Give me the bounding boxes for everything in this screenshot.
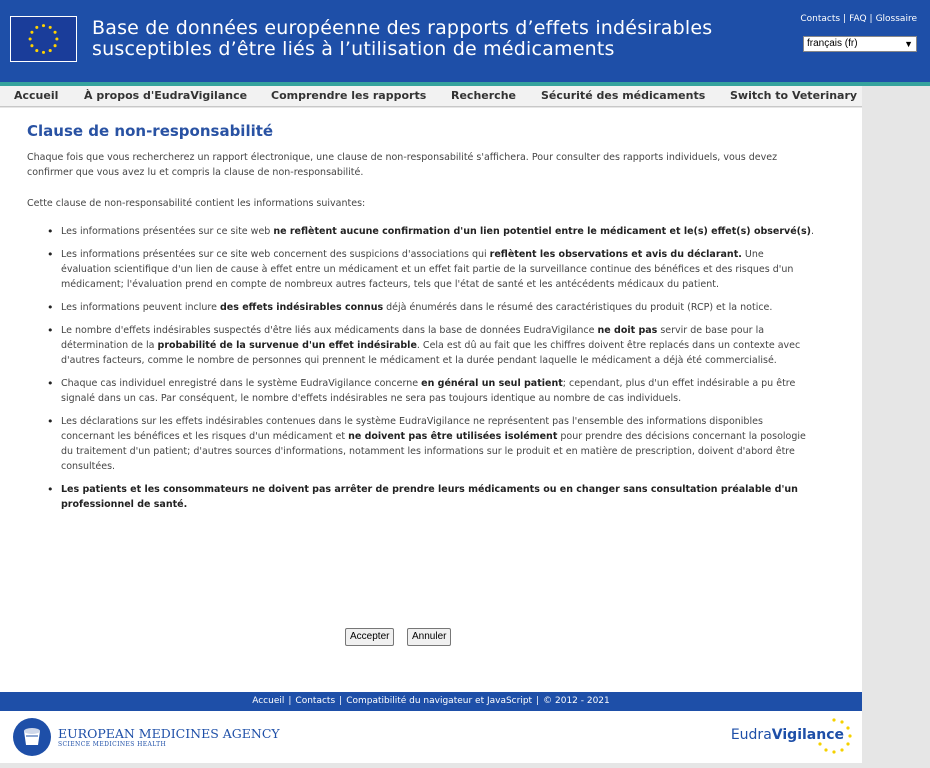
nav-item-about[interactable]: À propos d'EudraVigilance <box>84 89 248 102</box>
copyright-text: © 2012 - 2021 <box>543 696 610 706</box>
list-item: • Les patients et les consommateurs ne doivent pas arrêter de prendre leurs médicaments ou en changer sans consultation préalable d'un professionnel de santé. <box>45 482 815 512</box>
main-nav <box>0 86 862 107</box>
intro-text-2: Cette clause de non-responsabilité contient les informations suivantes: <box>27 198 366 209</box>
agency-tagline: SCIENCE MEDICINES HEALTH <box>58 741 167 748</box>
nav-item-medicine-safety[interactable]: Sécurité des médicaments <box>541 89 706 102</box>
cancel-button[interactable]: Annuler <box>407 628 451 646</box>
chevron-down-icon: ▼ <box>904 39 913 49</box>
nav-item-search[interactable]: Recherche <box>451 89 516 102</box>
list-item: • Les informations présentées sur ce site web ne reflètent aucune confirmation d'un lien potentiel entre le médicament et le(s) effet(s) observé(s). <box>45 224 815 239</box>
eudravigilance-logo: EudraVigilance <box>730 727 844 743</box>
nav-item-understanding-reports[interactable]: Comprendre les rapports <box>271 89 427 102</box>
footer-compatibility-link[interactable]: Compatibilité du navigateur et JavaScript <box>346 696 533 706</box>
page-title: Clause de non-responsabilité <box>27 122 274 140</box>
contacts-link[interactable]: Contacts <box>800 14 841 24</box>
footer-home-link[interactable]: Accueil <box>252 696 285 706</box>
language-select[interactable] <box>803 36 917 52</box>
ema-logo-icon <box>12 717 52 757</box>
main-content <box>0 108 862 692</box>
eu-flag-icon <box>10 16 77 62</box>
faq-link[interactable]: FAQ <box>849 14 867 24</box>
footer-links: Accueil | Contacts | Compatibilité du navigateur et JavaScript | © 2012 - 2021 <box>0 692 862 711</box>
agency-name: EUROPEAN MEDICINES AGENCY <box>58 726 280 741</box>
nav-item-switch-veterinary[interactable]: Switch to Veterinary <box>730 89 858 102</box>
glossary-link[interactable]: Glossaire <box>875 14 917 24</box>
intro-text: Chaque fois que vous rechercherez un rapport électronique, une clause de non-responsabilité s'affichera. Pour consulter des rapports individuels, vous devez confirmer que vous avez lu et compris la clause de non-responsabilité. <box>27 152 778 178</box>
site-title-line2: susceptibles d’être liés à l’utilisation de médicaments <box>92 38 615 60</box>
top-links: Contacts | FAQ | Glossaire <box>800 14 917 24</box>
list-item: • Les déclarations sur les effets indésirables contenues dans le système EudraVigilance ne représentent pas l'ensemble des informations disponibles concernant les bénéfices et les risques d'un médicament et ne doivent pas être utilisées isolément pour prendre des décisions concernant la posologie du traitement d'un patient; d'autres sources d'informations, notamment les informations sur le produit et en matière de prescription, doivent d'abord être consultées. <box>45 414 815 474</box>
list-item: • Le nombre d'effets indésirables suspectés d'être liés aux médicaments dans la base de données EudraVigilance ne doit pas servir de base pour la détermination de la probabilité de la survenue d'un effet indésirable. Cela est dû au fait que les chiffres doivent être replacés dans un contexte avec d'autres facteurs, comme le nombre de personnes qui prennent le médicament et la durée pendant laquelle le médicament a déjà été commercialisé. <box>45 323 815 368</box>
disclaimer-list <box>45 224 815 520</box>
nav-item-home[interactable]: Accueil <box>14 89 59 102</box>
list-item: • Chaque cas individuel enregistré dans le système EudraVigilance concerne en général un seul patient; cependant, plus d'un effet indésirable a pu être signalé dans un cas. Par conséquent, le nombre d'effets indésirables ne sera pas toujours identique au nombre de cas individuels. <box>45 376 815 406</box>
footer-contacts-link[interactable]: Contacts <box>295 696 336 706</box>
footer-logos <box>0 711 862 763</box>
site-title-line1: Base de données européenne des rapports d’effets indésirables <box>92 17 713 39</box>
list-item: • Les informations présentées sur ce site web concernent des suspicions d'associations qui reflètent les observations et avis du déclarant. Une évaluation scientifique d'un lien de cause à effet entre un médicament et un effet fait partie de la surveillance continue des bénéfices et des risques d'un médicament; l'évaluation prend en compte de nombreux autres facteurs, tels que l'état de santé et les antécédents médicaux du patient. <box>45 247 815 292</box>
site-title <box>92 18 712 60</box>
language-select-value: français (fr) <box>807 38 858 49</box>
accept-button[interactable]: Accepter <box>345 628 394 646</box>
site-header <box>0 0 930 82</box>
list-item: • Les informations peuvent inclure des effets indésirables connus déjà énumérés dans le résumé des caractéristiques du produit (RCP) et la notice. <box>45 300 815 315</box>
